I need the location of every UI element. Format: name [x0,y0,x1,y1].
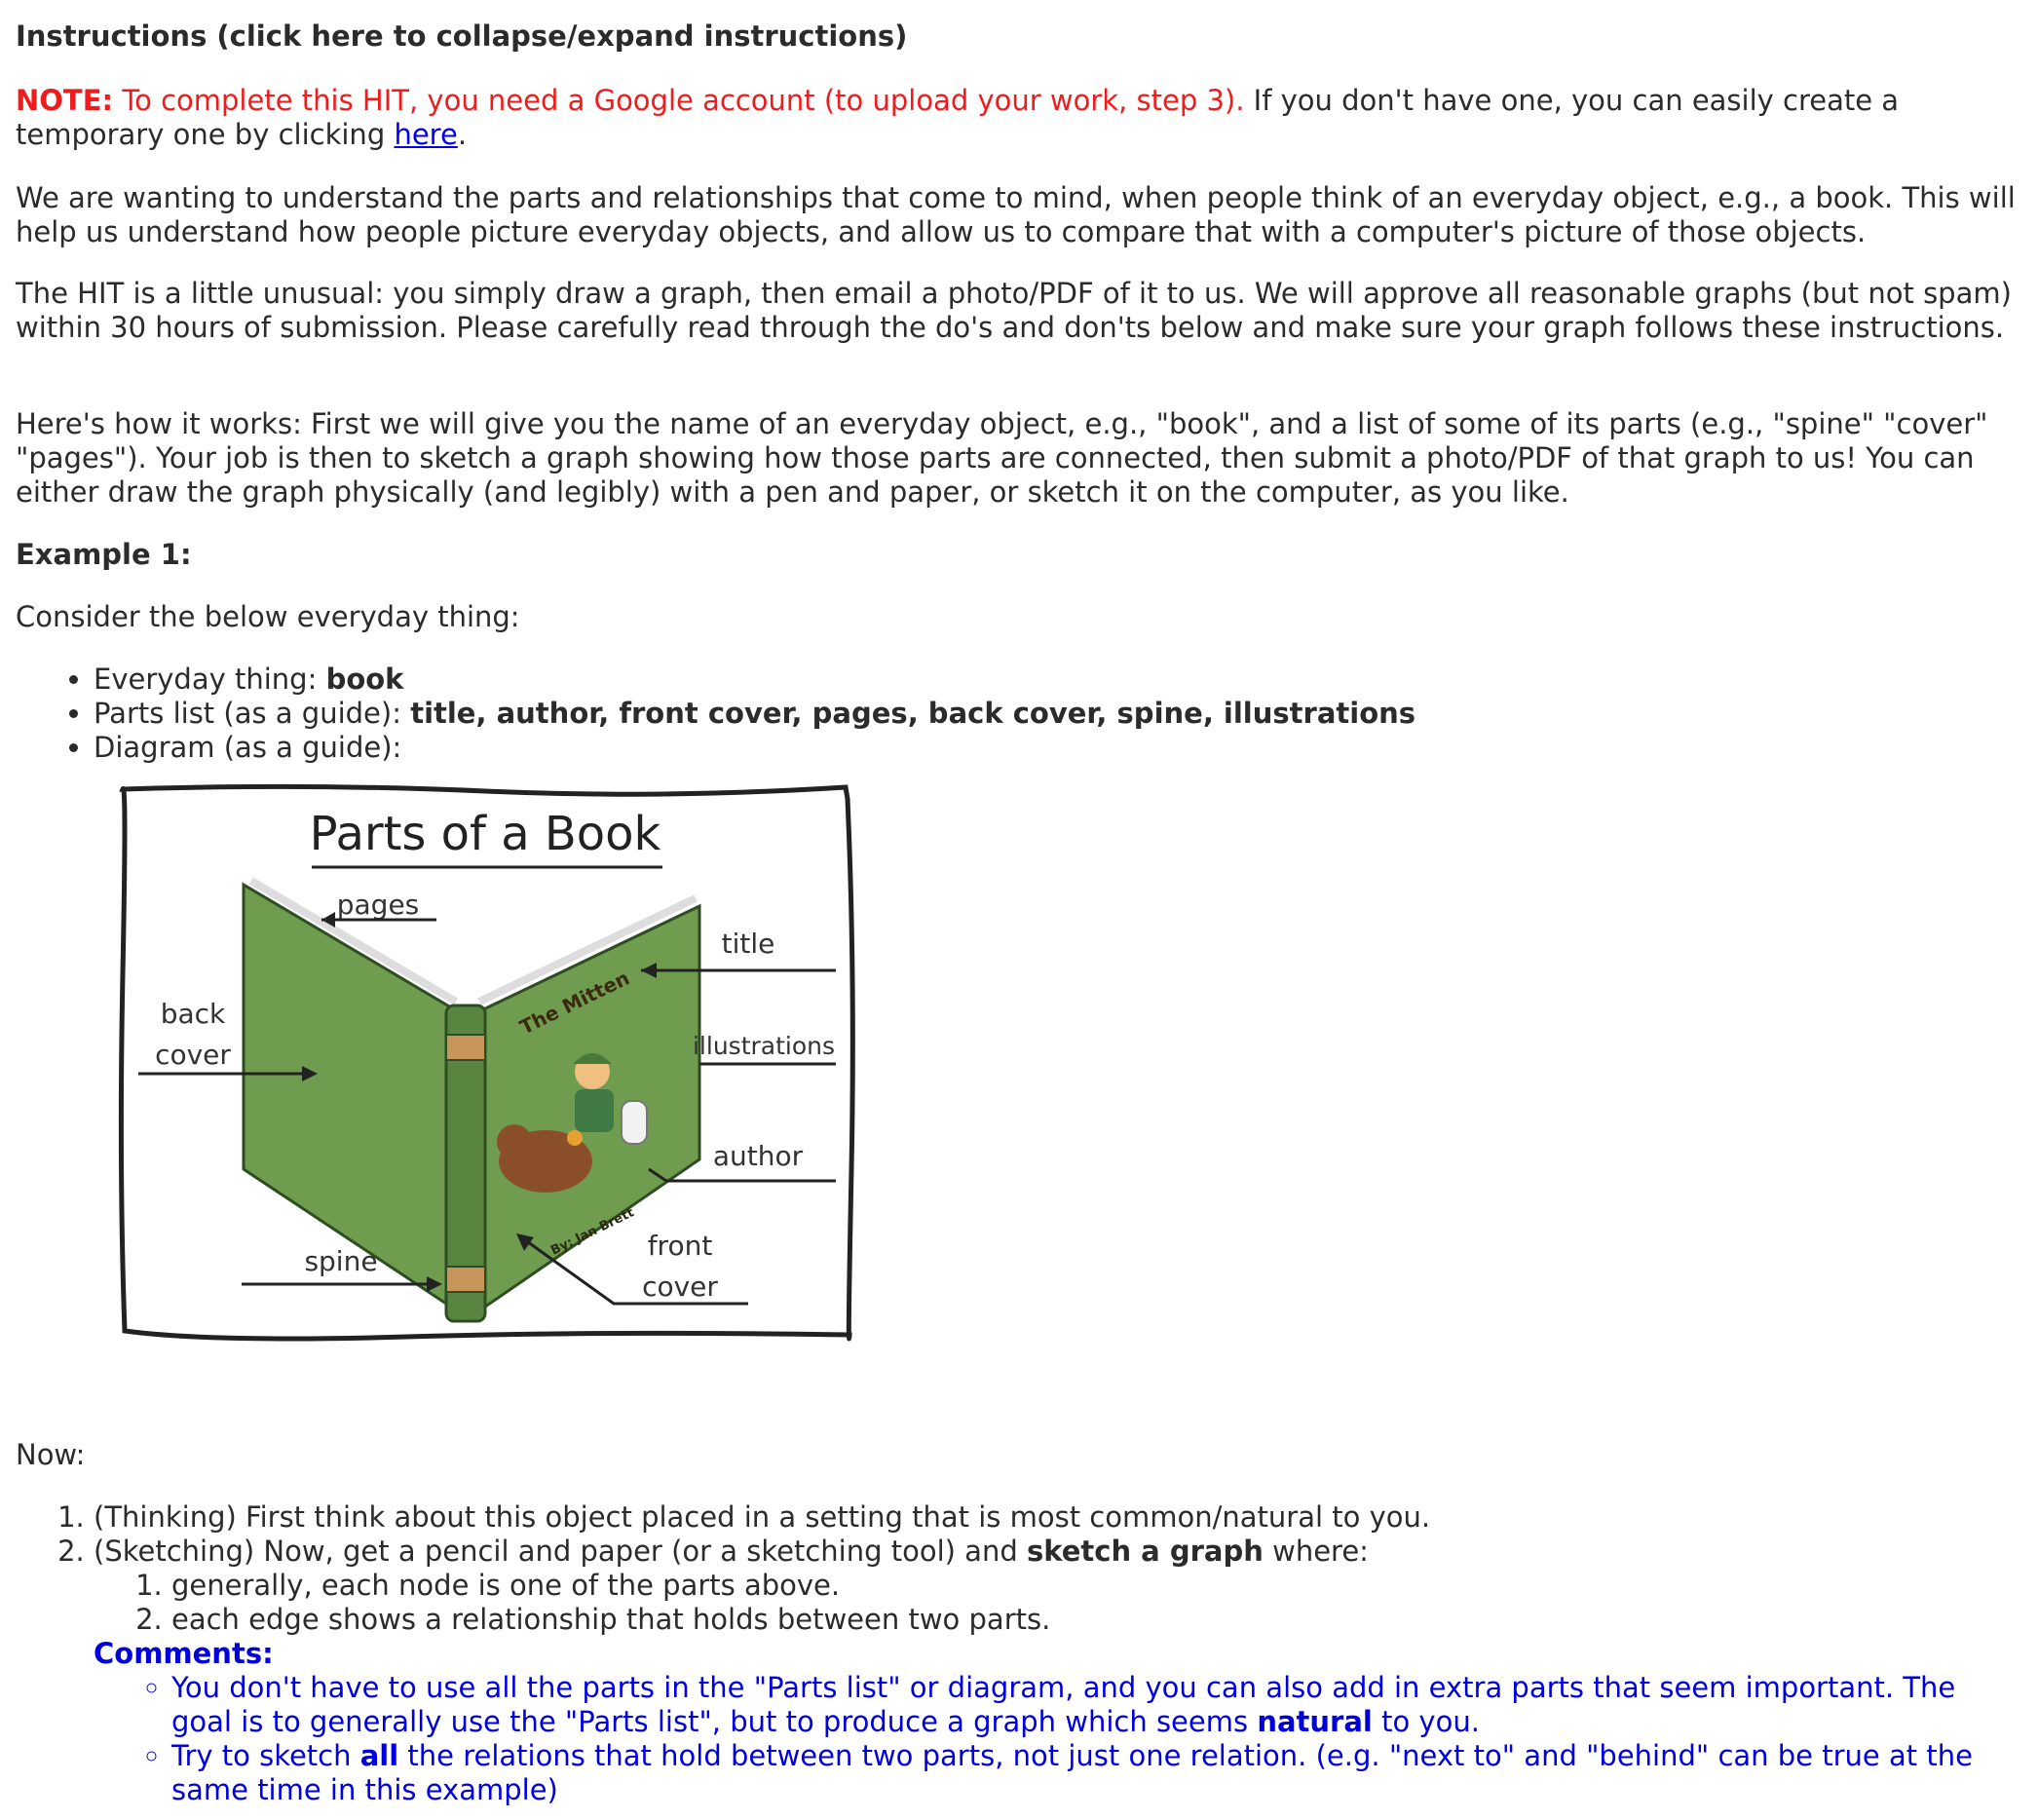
comment-relations-text: Try to sketch [171,1739,352,1772]
illustration-child-body [575,1089,614,1132]
spine-band-top [446,1035,485,1060]
comment-parts-bold: natural [1257,1705,1373,1738]
diagram-label: Diagram (as a guide): [94,731,402,764]
note-red-text [16,84,1244,117]
step-sketching-bold: sketch a graph [1026,1535,1264,1568]
comment-relations-after: the relations that hold between two parts, not just one relation. (e.g. "next to" and "behind" can be true at the same time in this example) [171,1739,1973,1806]
note-paragraph [16,84,2022,152]
substep-nodes [171,1569,1430,1603]
note-create-account-text: If you don't have one, you can easily create a temporary one by clicking [16,84,1900,151]
step-sketching-text: (Sketching) Now, get a pencil and paper (or a sketching tool) and [94,1535,1018,1568]
step-thinking [94,1500,1430,1535]
comment-relations [171,1739,2003,1807]
comment-parts-after: to you. [1381,1705,1480,1738]
note-period: . [457,118,468,151]
sketching-substeps [94,1569,1430,1637]
comment-parts-text: You don't have to use all the parts in the "Parts list" or diagram, and you can also add in extra parts that seem important. The goal is to generally use the "Parts list", but to produce a graph which seems [171,1671,1956,1738]
diagram-title: Parts of a Book [309,807,661,861]
step-sketching [94,1535,1430,1637]
everyday-thing-value: book [325,663,404,696]
diagram-item [94,731,1415,765]
book-cover-title: The Mitten [515,966,633,1040]
example-intro: Consider the below everyday thing: [16,600,520,633]
create-account-link[interactable]: here [394,118,458,151]
note-label: NOTE: [16,84,114,117]
parts-list-value: title, author, front cover, pages, back cover, spine, illustrations [410,697,1416,730]
intro-paragraph-3: Here's how it works: First we will give you the name of an everyday object, e.g., "book", and a list of some of its parts (e.g., "spine" "cover" "pages"). Your job is then to sketch a graph showing how those parts are connected, then submit a photo/PDF of that graph to us! You can either draw the graph physically (and legibly) with a pen and paper, or sketch it on the computer, as you like. [16,407,1988,509]
illustration-bear-head [497,1124,532,1159]
everyday-thing-label: Everyday thing: [94,663,318,696]
label-spine: spine [304,1245,378,1277]
intro-paragraph-1: We are wanting to understand the parts and relationships that come to mind, when people think of an everyday object, e.g., a book. This will help us understand how people picture everyday objects, and allow us to compare that with a computer's picture of those objects. [16,181,2016,248]
now-label: Now: [16,1438,86,1471]
comment-parts [171,1671,2003,1739]
everyday-thing-item [94,663,1415,697]
substep-nodes-text: generally, each node is one of the parts above. [171,1569,841,1602]
spine-band-bottom [446,1267,485,1292]
substep-edges [171,1603,1430,1637]
steps-list [16,1500,1430,1637]
comment-relations-bold: all [359,1739,399,1772]
label-back-cover: cover [155,1039,231,1071]
label-illustrations: illustrations [692,1032,836,1060]
label-back: back [160,998,226,1030]
note-requirement: To complete this HIT, you need a Google account (to upload your work, step 3). [122,84,1245,117]
parts-list-label: Parts list (as a guide): [94,697,401,730]
book-cover-author: By: Jan Brett [548,1205,637,1259]
label-front: front [647,1230,713,1262]
comments-list [94,1671,2003,1807]
label-author: author [712,1140,804,1172]
example-details-list [16,663,1415,765]
instructions-toggle-title[interactable]: Instructions (click here to collapse/expand instructions) [16,19,908,53]
comments-section [94,1637,2003,1807]
comments-label: Comments: [94,1637,274,1670]
illustration-mitten [622,1101,647,1144]
parts-of-a-book-diagram [115,779,857,1343]
illustration-flower [567,1130,583,1146]
intro-paragraph-2: The HIT is a little unusual: you simply draw a graph, then email a photo/PDF of it to us. We will approve all reasonable graphs (but not spam) within 30 hours of submission. Please carefully read through the do's and don'ts below and make sure your graph follows these instructions. [16,277,2012,344]
step-sketching-after: where: [1272,1535,1369,1568]
parts-list-item [94,697,1415,731]
label-pages: pages [336,889,420,921]
label-front-cover: cover [642,1270,718,1303]
example-heading: Example 1: [16,538,192,571]
label-title: title [721,928,775,960]
step-thinking-text: (Thinking) First think about this object placed in a setting that is most common/natural to you. [94,1500,1431,1534]
substep-edges-text: each edge shows a relationship that holds between two parts. [171,1603,1051,1636]
